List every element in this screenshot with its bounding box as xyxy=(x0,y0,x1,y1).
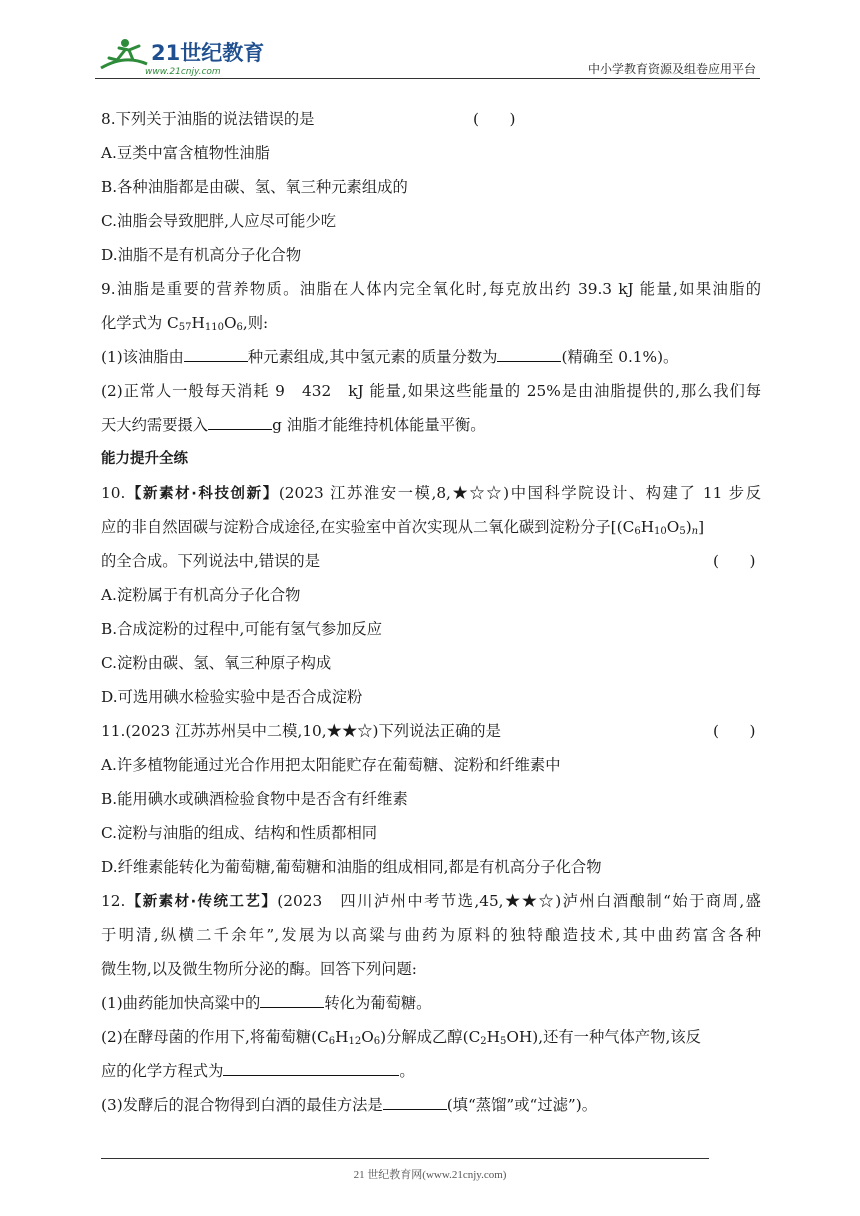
q8-option-b: B.各种油脂都是由碳、氢、氧三种元素组成的 xyxy=(101,178,408,196)
page-header xyxy=(95,34,760,80)
header-platform-text: 中小学教育资源及组卷应用平台 xyxy=(587,62,756,76)
q12-blank-1[interactable] xyxy=(260,989,324,1008)
q8-option-d: D.油脂不是有机高分子化合物 xyxy=(101,246,302,264)
q9-line1: 9.油脂是重要的营养物质。油脂在人体内完全氧化时,每克放出约 39.3 kJ 能量,如果油脂的 xyxy=(101,280,761,298)
footer-text: 21 世纪教育网(www.21cnjy.com) xyxy=(353,1169,507,1181)
q11-answer-bracket: ( ) xyxy=(713,722,756,740)
q11-stem: 11.(2023 江苏苏州吴中二模,10,★★☆)下列说法正确的是 ( ) xyxy=(101,714,761,748)
q9-blank-3[interactable] xyxy=(208,411,272,430)
q8-stem: 8.下列关于油脂的说法错误的是 ( ) xyxy=(101,102,761,136)
q9-part2-line2: 天大约需要摄入 g 油脂才能维持机体能量平衡。 xyxy=(101,408,761,442)
footer-divider xyxy=(101,1158,709,1159)
q10-tag: 【新素材·科技创新】 xyxy=(125,486,279,502)
q12-part2-line2: 应的化学方程式为 。 xyxy=(101,1054,761,1088)
q8-answer-bracket: ( ) xyxy=(473,110,516,128)
q11-option-c: C.淀粉与油脂的组成、结构和性质都相同 xyxy=(101,824,378,842)
q12-blank-2[interactable] xyxy=(223,1057,399,1076)
svg-text:21世纪教育: 21世纪教育 xyxy=(151,41,265,65)
q11-option-b: B.能用碘水或碘酒检验食物中是否含有纤维素 xyxy=(101,790,408,808)
q10-answer-bracket: ( ) xyxy=(713,552,756,570)
q10-line1: 10.【新素材·科技创新】(2023 江苏淮安一模,8,★☆☆)中国科学院设计、构建了 11 步反 xyxy=(101,484,761,502)
q11-option-d: D.纤维素能转化为葡萄糖,葡萄糖和油脂的组成相同,都是有机高分子化合物 xyxy=(101,858,602,876)
section-title: 能力提升全练 xyxy=(101,451,188,467)
q12-part3: (3)发酵后的混合物得到白酒的最佳方法是 (填“蒸馏”或“过滤”)。 xyxy=(101,1088,761,1122)
q12-line1: 12.【新素材·传统工艺】(2023 四川泸州中考节选,45,★★☆)泸州白酒酿制“始于商周,盛 xyxy=(101,892,761,910)
q10-option-a: A.淀粉属于有机高分子化合物 xyxy=(101,586,301,604)
header-divider xyxy=(95,78,760,79)
svg-text:www.21cnjy.com: www.21cnjy.com xyxy=(145,67,221,77)
q12-blank-3[interactable] xyxy=(383,1091,447,1110)
q11-option-a: A.许多植物能通过光合作用把太阳能贮存在葡萄糖、淀粉和纤维素中 xyxy=(101,756,561,774)
q12-line3: 微生物,以及微生物所分泌的酶。回答下列问题: xyxy=(101,960,417,978)
q10-option-d: D.可选用碘水检验实验中是否合成淀粉 xyxy=(101,688,363,706)
q8-option-c: C.油脂会导致肥胖,人应尽可能少吃 xyxy=(101,212,337,230)
logo-21cnjy xyxy=(95,34,265,78)
q10-option-b: B.合成淀粉的过程中,可能有氢气参加反应 xyxy=(101,620,383,638)
q12-part1: (1)曲药能加快高粱中的 转化为葡萄糖。 xyxy=(101,986,761,1020)
q10-line2: 应的非自然固碳与淀粉合成途径,在实验室中首次实现从二氧化碳到淀粉分子$[(C_6H_{10}O_5)_n]$ xyxy=(101,518,705,537)
q10-option-c: C.淀粉由碳、氢、氧三种原子构成 xyxy=(101,654,332,672)
q12-part2-line1: (2)在酵母菌的作用下,将葡萄糖$(C_6H_{12}O_6)$分解成乙醇$(C_2H_5OH)$,还有一种气体产物,该反 xyxy=(101,1028,701,1047)
q12-line2: 于明清,纵横二千余年”,发展为以高粱与曲药为原料的独特酿造技术,其中曲药富含各种 xyxy=(101,926,761,944)
q9-blank-2[interactable] xyxy=(497,343,561,362)
q8-option-a: A.豆类中富含植物性油脂 xyxy=(101,144,270,162)
q9-part1: (1)该油脂由 种元素组成,其中氢元素的质量分数为 (精确至 0.1%)。 xyxy=(101,340,761,374)
q10-line3: 的全合成。下列说法中,错误的是 ( ) xyxy=(101,544,761,578)
q9-part2-line1: (2)正常人一般每天消耗 9 432 kJ 能量,如果这些能量的 25%是由油脂提供的,那么我们每 xyxy=(101,382,761,400)
document-body xyxy=(101,102,761,1122)
q9-line2: 化学式为 $C_{57}H_{110}O_6$,则: xyxy=(101,314,269,333)
q9-blank-1[interactable] xyxy=(184,343,248,362)
q12-tag: 【新素材·传统工艺】 xyxy=(125,894,278,910)
